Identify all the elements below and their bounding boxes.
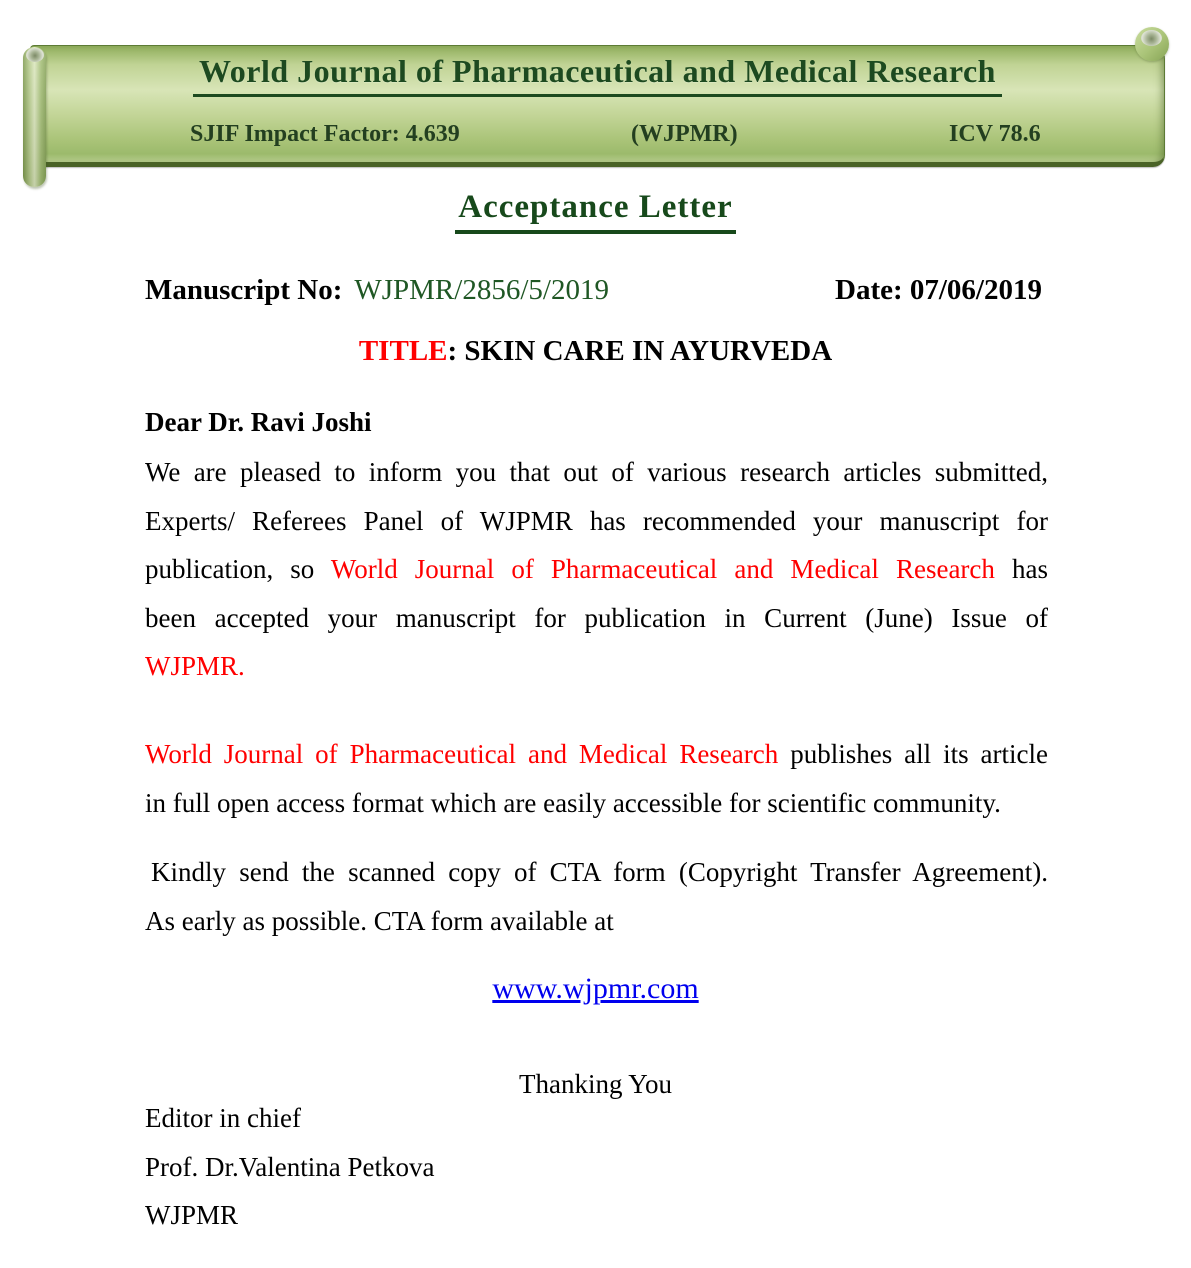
- body-paragraph: [145, 848, 1048, 945]
- journal-metrics-row: [31, 121, 1164, 151]
- body-text-segment: As early as possible. CTA form available at: [145, 905, 614, 936]
- manuscript-title-row: [0, 333, 1191, 369]
- signature-org: WJPMR: [145, 1200, 239, 1230]
- paragraph-line: [145, 848, 1048, 897]
- body-text-segment: publishes all its article: [778, 739, 1048, 769]
- body-text-segment: has: [994, 554, 1048, 584]
- scroll-left-curl: [23, 47, 46, 187]
- paragraph-line: [145, 897, 1048, 946]
- body-text-segment: We are pleased to inform you that out of various research articles submitted,: [145, 457, 1048, 487]
- impact-factor-label: SJIF Impact Factor: 4.639: [190, 121, 460, 147]
- paragraph-line: [145, 642, 1048, 691]
- red-text-segment: World Journal of Pharmaceutical and Medical Research: [330, 554, 995, 584]
- body-text-segment: in full open access format which are easily accessible for scientific community.: [145, 787, 1001, 818]
- red-text-segment: WJPMR.: [145, 651, 245, 681]
- manuscript-meta-row: [145, 272, 1048, 308]
- salutation: Dear Dr. Ravi Joshi: [145, 407, 372, 437]
- title-text: : SKIN CARE IN AYURVEDA: [447, 335, 833, 367]
- journal-abbreviation: (WJPMR): [631, 121, 738, 147]
- manuscript-no-label: Manuscript No:: [145, 274, 343, 306]
- journal-title: World Journal of Pharmaceutical and Medical Research: [193, 51, 1002, 97]
- signature-block: [145, 1094, 434, 1240]
- scroll-right-curl-cap: [1141, 30, 1162, 46]
- body-text-segment: Experts/ Referees Panel of WJPMR has recommended your manuscript for: [145, 505, 1048, 536]
- paragraph-line: [145, 779, 1048, 828]
- website-link[interactable]: www.wjpmr.com: [492, 972, 699, 1005]
- red-text-segment: World Journal of Pharmaceutical and Medical Research: [145, 739, 779, 769]
- paragraph-line: [145, 497, 1048, 546]
- paragraph-line: [145, 448, 1048, 497]
- letter-heading: Acceptance Letter: [455, 186, 735, 234]
- body-text-segment: publication, so: [145, 554, 331, 584]
- signature-role: Editor in chief: [145, 1103, 301, 1133]
- body-paragraph: [145, 730, 1048, 827]
- scroll-left-curl-cap: [26, 48, 44, 62]
- journal-title-row: [31, 51, 1164, 98]
- paragraph-line: [145, 545, 1048, 594]
- paragraph-line: [145, 730, 1048, 779]
- signature-name: Prof. Dr.Valentina Petkova: [145, 1151, 435, 1182]
- manuscript-no-value: WJPMR/2856/5/2019: [354, 274, 609, 306]
- body-text-segment: Kindly send the scanned copy of CTA form (Copyright Transfer Agreement).: [151, 857, 1048, 887]
- letter-date: Date: 07/06/2019: [835, 274, 1042, 306]
- body-paragraph: [145, 448, 1048, 691]
- closing-phrase: Thanking You: [518, 1069, 673, 1099]
- paragraph-line: [145, 594, 1048, 643]
- icv-score: ICV 78.6: [949, 121, 1041, 147]
- body-text-segment: been accepted your manuscript for publication in Current (June) Issue of: [145, 602, 1048, 633]
- letter-heading-row: [0, 186, 1191, 234]
- title-label: TITLE: [358, 335, 448, 367]
- scroll-body: [30, 45, 1165, 167]
- journal-scroll-banner: [0, 0, 1191, 200]
- website-row: [0, 970, 1191, 1008]
